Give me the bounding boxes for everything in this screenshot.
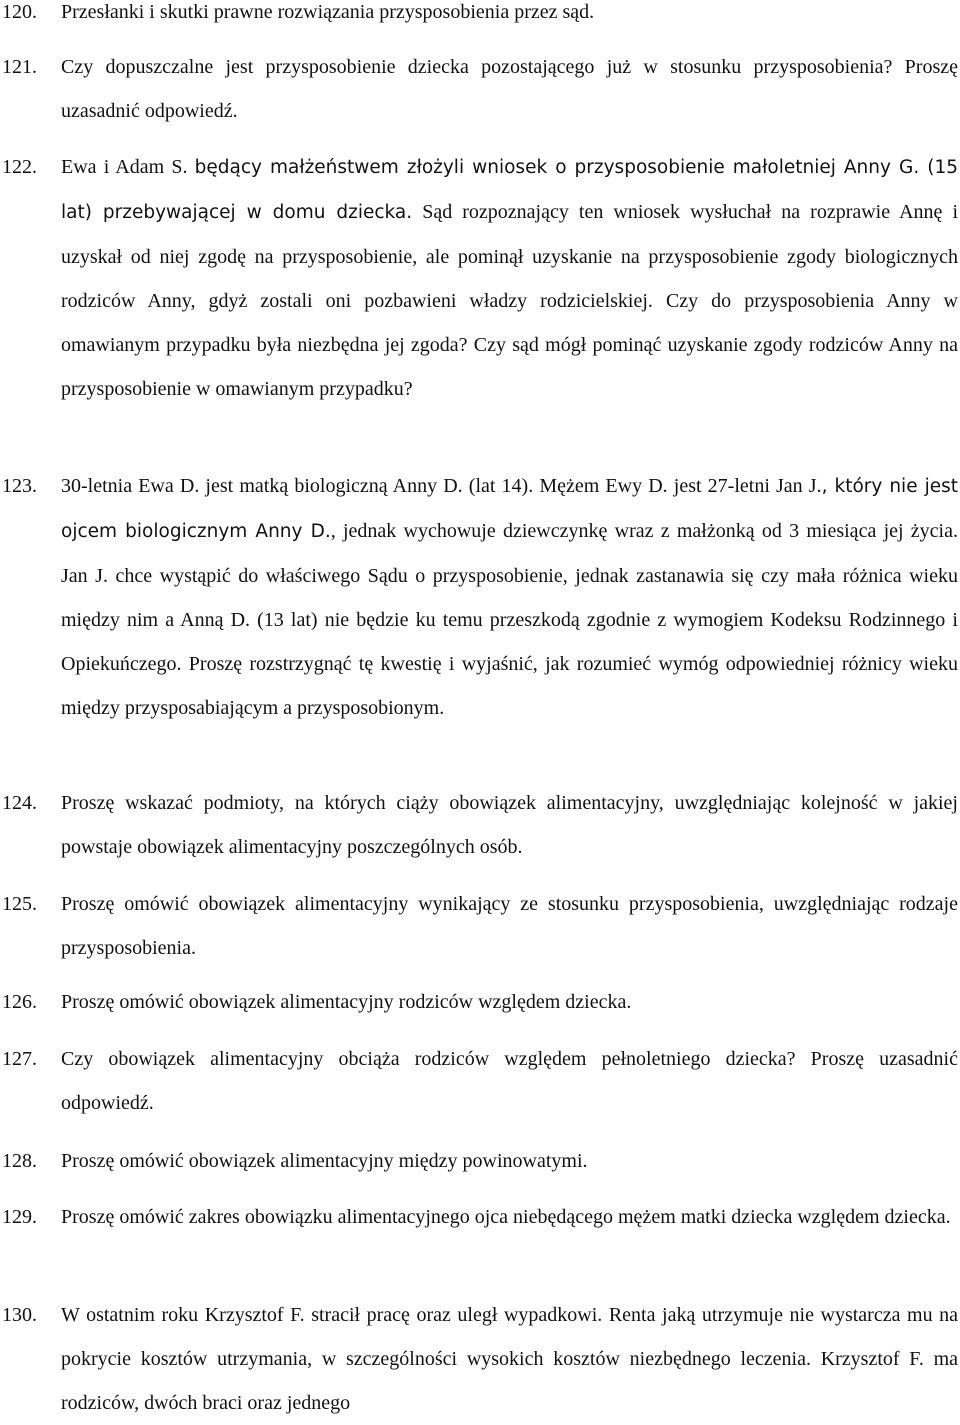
question-text [61,980,958,1024]
question-number: 128. [2,1150,37,1172]
question-number: 120. [2,1,37,23]
question-text [61,1037,958,1125]
question-123 [0,464,960,730]
question-text-segment: Proszę omówić obowiązek alimentacyjny między powinowatymi. [61,1150,588,1172]
question-text [61,464,958,730]
question-127 [0,1037,960,1125]
question-text [61,145,958,411]
question-number: 127. [2,1048,37,1070]
question-text-segment: 30-letnia Ewa D. jest matką biologiczną Anny D. (lat 14). Mężem Ewy D. jest 27-letni Jan J. [61,475,822,497]
question-text-segment: Proszę wskazać podmioty, na których ciąży obowiązek alimentacyjny, uwzględniając kolejność w jakiej powstaje obowiązek alimentacyjny poszczególnych osób. [61,792,958,858]
question-text [61,1195,958,1239]
question-number: 126. [2,991,37,1013]
question-text-segment: będący małżeństwem złożyli wniosek o przysposobienie małoletniej Anny G. (15 lat) przebywającej w domu dziecka. [61,157,958,223]
question-text-segment: , który nie jest ojcem biologicznym Anny D. [61,476,958,542]
question-number: 129. [2,1206,37,1228]
question-120 [0,0,960,34]
question-number: 122. [2,156,37,178]
question-text-segment: Proszę omówić zakres obowiązku alimentacyjnego ojca niebędącego mężem matki dziecka względem dziecka. [61,1206,951,1228]
question-number: 125. [2,893,37,915]
question-text [61,1293,958,1425]
question-number: 121. [2,56,37,78]
question-129 [0,1195,960,1239]
question-122 [0,145,960,411]
question-text [61,882,958,970]
question-text-segment: W ostatnim roku Krzysztof F. stracił pracę oraz uległ wypadkowi. Renta jaką utrzymuje nie wystarcza mu na pokrycie kosztów utrzymania, w szczególności wysokich kosztów niezbędnego leczenia. Krzysztof F. ma rodziców, dwóch braci oraz jednego [61,1304,958,1414]
question-125 [0,882,960,970]
question-text [61,45,958,133]
question-text-segment: Sąd rozpoznający ten wniosek wysłuchał na rozprawie Annę i uzyskał od niej zgodę na przysposobienie, ale pominął uzyskanie na przysposobienie zgody biologicznych rodziców Anny, gdyż zostali oni pozbawieni władzy rodzicielskiej. Czy do przysposobienia Anny w omawianym przypadku była niezbędna jej zgoda? Czy sąd mógł pominąć uzyskanie zgody rodziców Anny na przysposobienie w omawianym przypadku? [61,201,958,400]
question-text [61,781,958,869]
question-text-segment: Przesłanki i skutki prawne rozwiązania przysposobienia przez sąd. [61,1,595,23]
question-text-segment: Proszę omówić obowiązek alimentacyjny rodziców względem dziecka. [61,991,632,1013]
question-text-segment: Ewa i Adam S. [61,156,195,178]
question-number: 130. [2,1304,37,1326]
question-126 [0,980,960,1024]
question-text-segment: Czy obowiązek alimentacyjny obciąża rodziców względem pełnoletniego dziecka? Proszę uzasadnić odpowiedź. [61,1048,958,1114]
question-124 [0,781,960,869]
question-text [61,0,958,34]
question-number: 123. [2,475,37,497]
question-128 [0,1139,960,1183]
question-text-segment: Proszę omówić obowiązek alimentacyjny wynikający ze stosunku przysposobienia, uwzględniając rodzaje przysposobienia. [61,893,958,959]
question-121 [0,45,960,133]
question-130 [0,1293,960,1425]
question-text-segment: Czy dopuszczalne jest przysposobienie dziecka pozostającego już w stosunku przysposobienia? Proszę uzasadnić odpowiedź. [61,56,958,122]
question-text [61,1139,958,1183]
question-text-segment: , jednak wychowuje dziewczynkę wraz z małżonką od 3 miesiąca jej życia. Jan J. chce wystąpić do właściwego Sądu o przysposobienie, jednak zastanawia się czy mała różnica wieku między nim a Anną D. (13 lat) nie będzie ku temu przeszkodą zgodnie z wymogiem Kodeksu Rodzinnego i Opiekuńczego. Proszę rozstrzygnąć tę kwestię i wyjaśnić, jak rozumieć wymóg odpowiedniej różnicy wieku między przysposabiającym a przysposobionym. [61,520,958,719]
question-number: 124. [2,792,37,814]
